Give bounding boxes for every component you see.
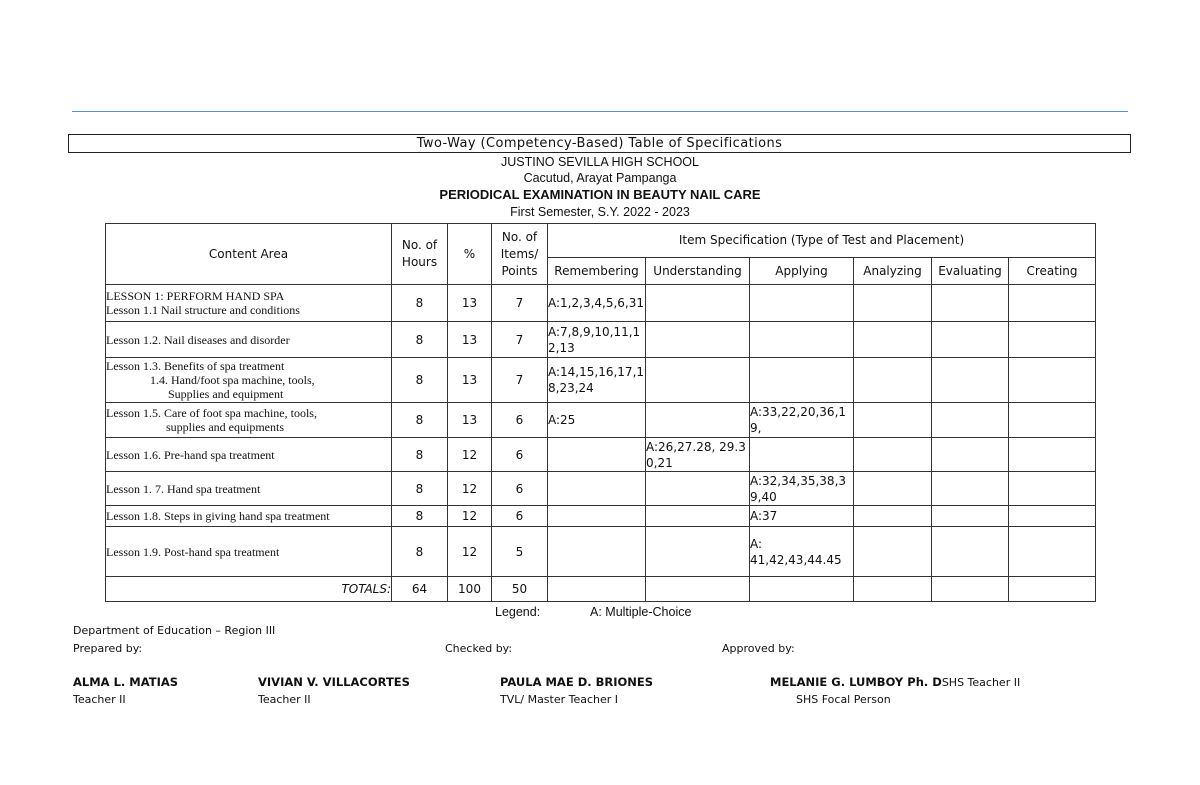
items-cell: 7 [492,322,548,358]
percent-cell: 12 [448,527,492,577]
hours-cell: 8 [392,285,448,322]
understanding-cell: A:26,27.28, 29.30,21 [646,438,750,472]
applying-cell: A:32,34,35,38,39,40 [750,472,854,506]
remembering-cell: A:14,15,16,17,18,23,24 [548,358,646,403]
remembering-cell: A:25 [548,403,646,438]
checked-by-label: Checked by: [445,642,513,655]
table-row [106,285,1096,322]
remembering-cell [548,527,646,577]
applying-cell [750,322,854,358]
approved-by-label: Approved by: [722,642,795,655]
items-cell: 7 [492,285,548,322]
signatory-name: PAULA MAE D. BRIONES [500,675,654,689]
evaluating-cell [932,285,1009,322]
understanding-cell [646,285,750,322]
department-label: Department of Education – Region III [73,624,276,637]
legend-label: Legend: [495,605,541,619]
understanding-cell [646,506,750,527]
remembering-cell [548,472,646,506]
items-cell: 6 [492,506,548,527]
analyzing-cell [854,527,932,577]
lesson-line: Lesson 1.9. Post-hand spa treatment [106,544,280,559]
evaluating-cell [932,527,1009,577]
understanding-cell [646,472,750,506]
remembering-cell [548,506,646,527]
evaluating-cell [932,358,1009,403]
remembering-cell: A:7,8,9,10,11,12,13 [548,322,646,358]
hours-cell: 8 [392,527,448,577]
analyzing-cell [854,472,932,506]
school-name: JUSTINO SEVILLA HIGH SCHOOL [501,155,699,169]
col-applying: Applying [750,258,854,285]
percent-cell: 12 [448,506,492,527]
creating-cell [1009,472,1096,506]
applying-cell [750,358,854,403]
creating-cell [1009,527,1096,577]
lesson-line: Supplies and equipment [168,387,284,401]
percent-cell: 13 [448,285,492,322]
signatory-title: Teacher II [258,693,311,706]
analyzing-cell [854,403,932,438]
table-row [106,358,1096,403]
lesson-line: Lesson 1. 7. Hand spa treatment [106,481,261,496]
signatory-name: MELANIE G. LUMBOY Ph. D [770,675,942,689]
remembering-cell [548,438,646,472]
col-content-area: Content Area [106,224,392,285]
table-row [106,438,1096,472]
signatory-title: SHS Focal Person [796,693,891,706]
creating-cell [1009,358,1096,403]
lesson-line: Lesson 1.2. Nail diseases and disorder [106,332,290,347]
lesson-line: Lesson 1.5. Care of foot spa machine, tools, [106,406,317,420]
applying-cell [750,438,854,472]
applying-cell: A: 41,42,43,44.45 [750,527,854,577]
percent-cell: 13 [448,322,492,358]
col-percent: % [448,224,492,285]
specification-table [105,223,1096,602]
content-area-cell [106,403,392,438]
header-rule [72,111,1128,112]
signatory-name: ALMA L. MATIAS [73,675,179,689]
col-hours: No. of Hours [392,224,448,285]
hours-cell: 8 [392,403,448,438]
signatory-block [770,675,1020,689]
applying-cell [750,285,854,322]
content-area-cell [106,438,392,472]
empty-cell [548,577,646,602]
evaluating-cell [932,506,1009,527]
items-cell: 6 [492,403,548,438]
hours-cell: 8 [392,438,448,472]
items-cell: 6 [492,472,548,506]
items-cell: 5 [492,527,548,577]
document-title: Two-Way (Competency-Based) Table of Specifications [68,134,1131,153]
analyzing-cell [854,322,932,358]
table-row [106,472,1096,506]
empty-cell [750,577,854,602]
understanding-cell [646,527,750,577]
empty-cell [1009,577,1096,602]
lesson-line: LESSON 1: PERFORM HAND SPA [106,289,285,303]
signatory-title: Teacher II [73,693,126,706]
col-creating: Creating [1009,258,1096,285]
total-hours: 64 [392,577,448,602]
signatory-suffix: SHS Teacher II [941,676,1021,689]
percent-cell: 13 [448,358,492,403]
creating-cell [1009,506,1096,527]
col-evaluating: Evaluating [932,258,1009,285]
semester-label: First Semester, S.Y. 2022 - 2023 [510,205,690,219]
items-cell: 6 [492,438,548,472]
creating-cell [1009,438,1096,472]
remembering-cell: A:1,2,3,4,5,6,31 [548,285,646,322]
col-items: No. of Items/ Points [492,224,548,285]
table-row [106,527,1096,577]
signatory-title: TVL/ Master Teacher I [500,693,619,706]
applying-cell: A:37 [750,506,854,527]
content-area-cell [106,472,392,506]
total-items: 50 [492,577,548,602]
analyzing-cell [854,506,932,527]
table-row [106,403,1096,438]
evaluating-cell [932,322,1009,358]
content-area-cell [106,322,392,358]
prepared-by-label: Prepared by: [73,642,143,655]
percent-cell: 12 [448,438,492,472]
totals-row [106,577,1096,602]
evaluating-cell [932,438,1009,472]
legend-value: A: Multiple-Choice [590,605,692,619]
empty-cell [646,577,750,602]
lesson-line: Lesson 1.6. Pre-hand spa treatment [106,447,275,462]
creating-cell [1009,403,1096,438]
understanding-cell [646,358,750,403]
lesson-line: 1.4. Hand/foot spa machine, tools, [150,373,315,387]
analyzing-cell [854,358,932,403]
evaluating-cell [932,403,1009,438]
understanding-cell [646,403,750,438]
hours-cell: 8 [392,472,448,506]
signatory-name: VIVIAN V. VILLACORTES [258,675,410,689]
lesson-line: Lesson 1.1 Nail structure and conditions [106,303,300,317]
empty-cell [854,577,932,602]
lesson-line: Lesson 1.8. Steps in giving hand spa treatment [106,509,330,523]
evaluating-cell [932,472,1009,506]
hours-cell: 8 [392,358,448,403]
table-row [106,506,1096,527]
content-area-cell [106,285,392,322]
lesson-line: supplies and equipments [166,420,284,434]
col-remembering: Remembering [548,258,646,285]
analyzing-cell [854,285,932,322]
analyzing-cell [854,438,932,472]
school-address: Cacutud, Arayat Pampanga [523,171,677,185]
col-item-spec: Item Specification (Type of Test and Placement) [548,224,1096,258]
creating-cell [1009,322,1096,358]
percent-cell: 12 [448,472,492,506]
percent-cell: 13 [448,403,492,438]
hours-cell: 8 [392,506,448,527]
table-row [106,322,1096,358]
creating-cell [1009,285,1096,322]
empty-cell [932,577,1009,602]
content-area-cell [106,506,392,527]
total-percent: 100 [448,577,492,602]
lesson-line: Lesson 1.3. Benefits of spa treatment [106,359,285,373]
exam-title: PERIODICAL EXAMINATION IN BEAUTY NAIL CARE [439,187,761,202]
applying-cell: A:33,22,20,36,19, [750,403,854,438]
col-analyzing: Analyzing [854,258,932,285]
content-area-cell [106,358,392,403]
totals-label: TOTALS: [106,577,392,602]
col-understanding: Understanding [646,258,750,285]
hours-cell: 8 [392,322,448,358]
items-cell: 7 [492,358,548,403]
understanding-cell [646,322,750,358]
content-area-cell [106,527,392,577]
